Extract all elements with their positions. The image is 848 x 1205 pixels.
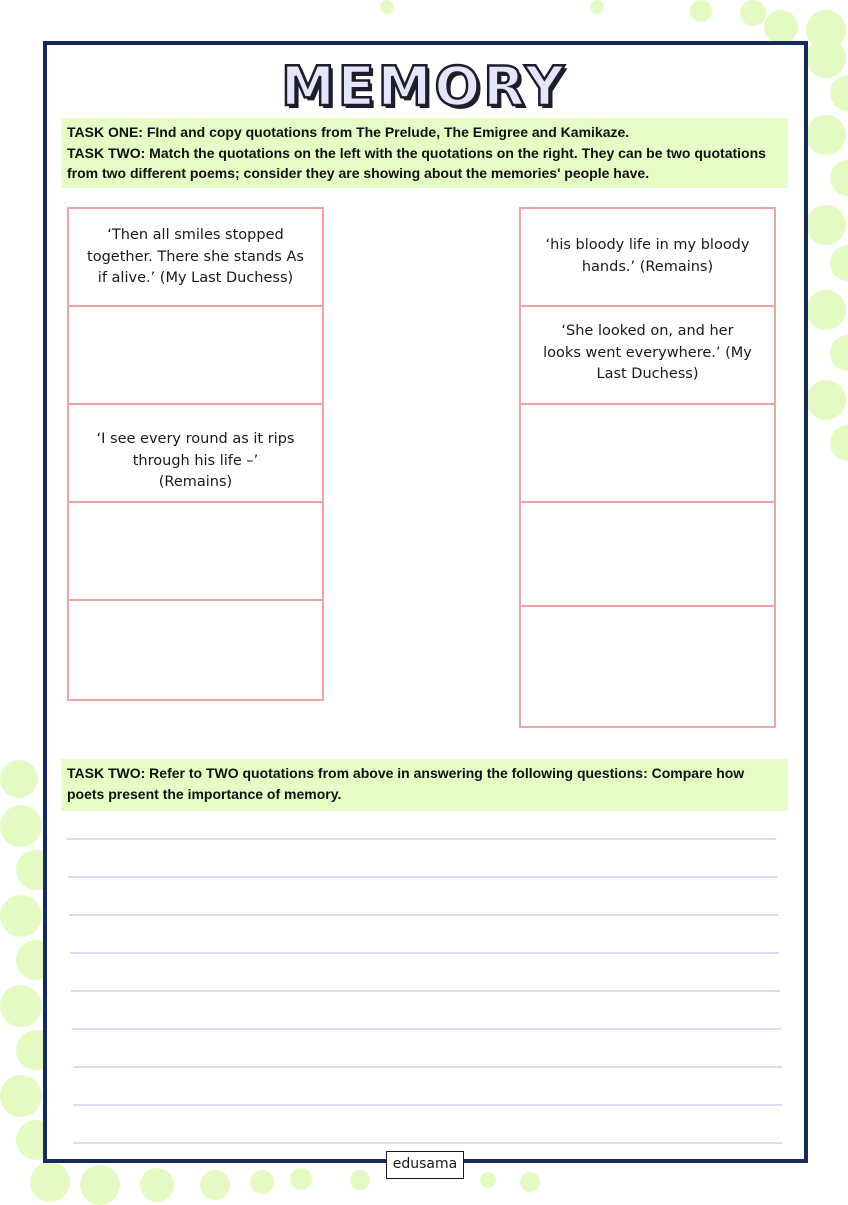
- left-quote-cell-1[interactable]: [69, 209, 322, 307]
- answer-line[interactable]: [72, 1028, 781, 1030]
- right-quote-cell-1[interactable]: [521, 209, 774, 307]
- right-quote-cell-4[interactable]: [521, 503, 774, 607]
- decorative-dot: [520, 1172, 540, 1192]
- right-quote-text-1: ‘his bloody life in my bloody hands.’ (Remains): [545, 237, 750, 275]
- decorative-dot: [80, 1165, 120, 1205]
- decorative-dot: [806, 290, 846, 330]
- decorative-dot: [0, 985, 42, 1027]
- decorative-dot: [830, 245, 848, 281]
- decorative-dot: [806, 380, 846, 420]
- decorative-dot: [250, 1170, 274, 1194]
- left-quote-cell-2[interactable]: [69, 307, 322, 405]
- answer-line[interactable]: [73, 1066, 782, 1068]
- decorative-dot: [350, 1170, 370, 1190]
- decorative-dot: [806, 115, 846, 155]
- left-quote-column: [67, 207, 324, 701]
- decorative-dot: [0, 895, 42, 937]
- answer-line[interactable]: [73, 1142, 782, 1144]
- page-title: MEMORY: [281, 55, 567, 118]
- answer-line[interactable]: [70, 952, 779, 954]
- decorative-dot: [0, 1075, 42, 1117]
- decorative-dot: [830, 160, 848, 196]
- decorative-dot: [764, 10, 798, 44]
- task-one-instruction: TASK ONE: FInd and copy quotations from The Prelude, The Emigree and Kamikaze.: [67, 124, 630, 140]
- decorative-dot: [0, 760, 38, 798]
- left-quote-cell-4[interactable]: [69, 503, 322, 601]
- decorative-dot: [30, 1162, 70, 1202]
- right-quote-cell-2[interactable]: [521, 307, 774, 405]
- decorative-dot: [690, 0, 712, 22]
- answer-line[interactable]: [68, 876, 777, 878]
- decorative-dot: [200, 1170, 230, 1200]
- decorative-dot: [830, 335, 848, 371]
- right-quote-column: [519, 207, 776, 728]
- decorative-dot: [830, 425, 848, 461]
- decorative-dot: [0, 805, 42, 847]
- left-quote-text-3: ‘I see every round as it rips through his life –’ (Remains): [96, 431, 295, 490]
- edusama-logo: edusama: [386, 1151, 464, 1179]
- answer-line[interactable]: [69, 914, 778, 916]
- right-quote-text-2: ‘She looked on, and her looks went everywhere.’ (My Last Duchess): [543, 323, 752, 382]
- right-quote-cell-3[interactable]: [521, 405, 774, 503]
- decorative-dot: [140, 1168, 174, 1202]
- decorative-dot: [380, 0, 394, 14]
- task-two-instruction: TASK TWO: Match the quotations on the left with the quotations on the right. They can be two quotations from two different poems; consider they are showing about the memories' people have.: [67, 144, 766, 181]
- answer-line[interactable]: [73, 1104, 782, 1106]
- right-quote-cell-5[interactable]: [521, 607, 774, 726]
- decorative-dot: [590, 0, 604, 14]
- decorative-dot: [480, 1172, 496, 1188]
- decorative-dot: [290, 1168, 312, 1190]
- answer-line[interactable]: [67, 838, 776, 840]
- task-two-question: TASK TWO: Refer to TWO quotations from above in answering the following questions: Compare how poets present the importance of memory.: [67, 765, 745, 802]
- left-quote-text-1: ‘Then all smiles stopped together. There she stands As if alive.’ (My Last Duchess): [87, 227, 304, 286]
- left-quote-cell-3[interactable]: [69, 405, 322, 503]
- decorative-dot: [740, 0, 766, 26]
- left-quote-cell-5[interactable]: [69, 601, 322, 699]
- answer-line[interactable]: [71, 990, 780, 992]
- task-one-box: [61, 118, 788, 188]
- decorative-dot: [806, 205, 846, 245]
- task-two-box: [61, 759, 788, 811]
